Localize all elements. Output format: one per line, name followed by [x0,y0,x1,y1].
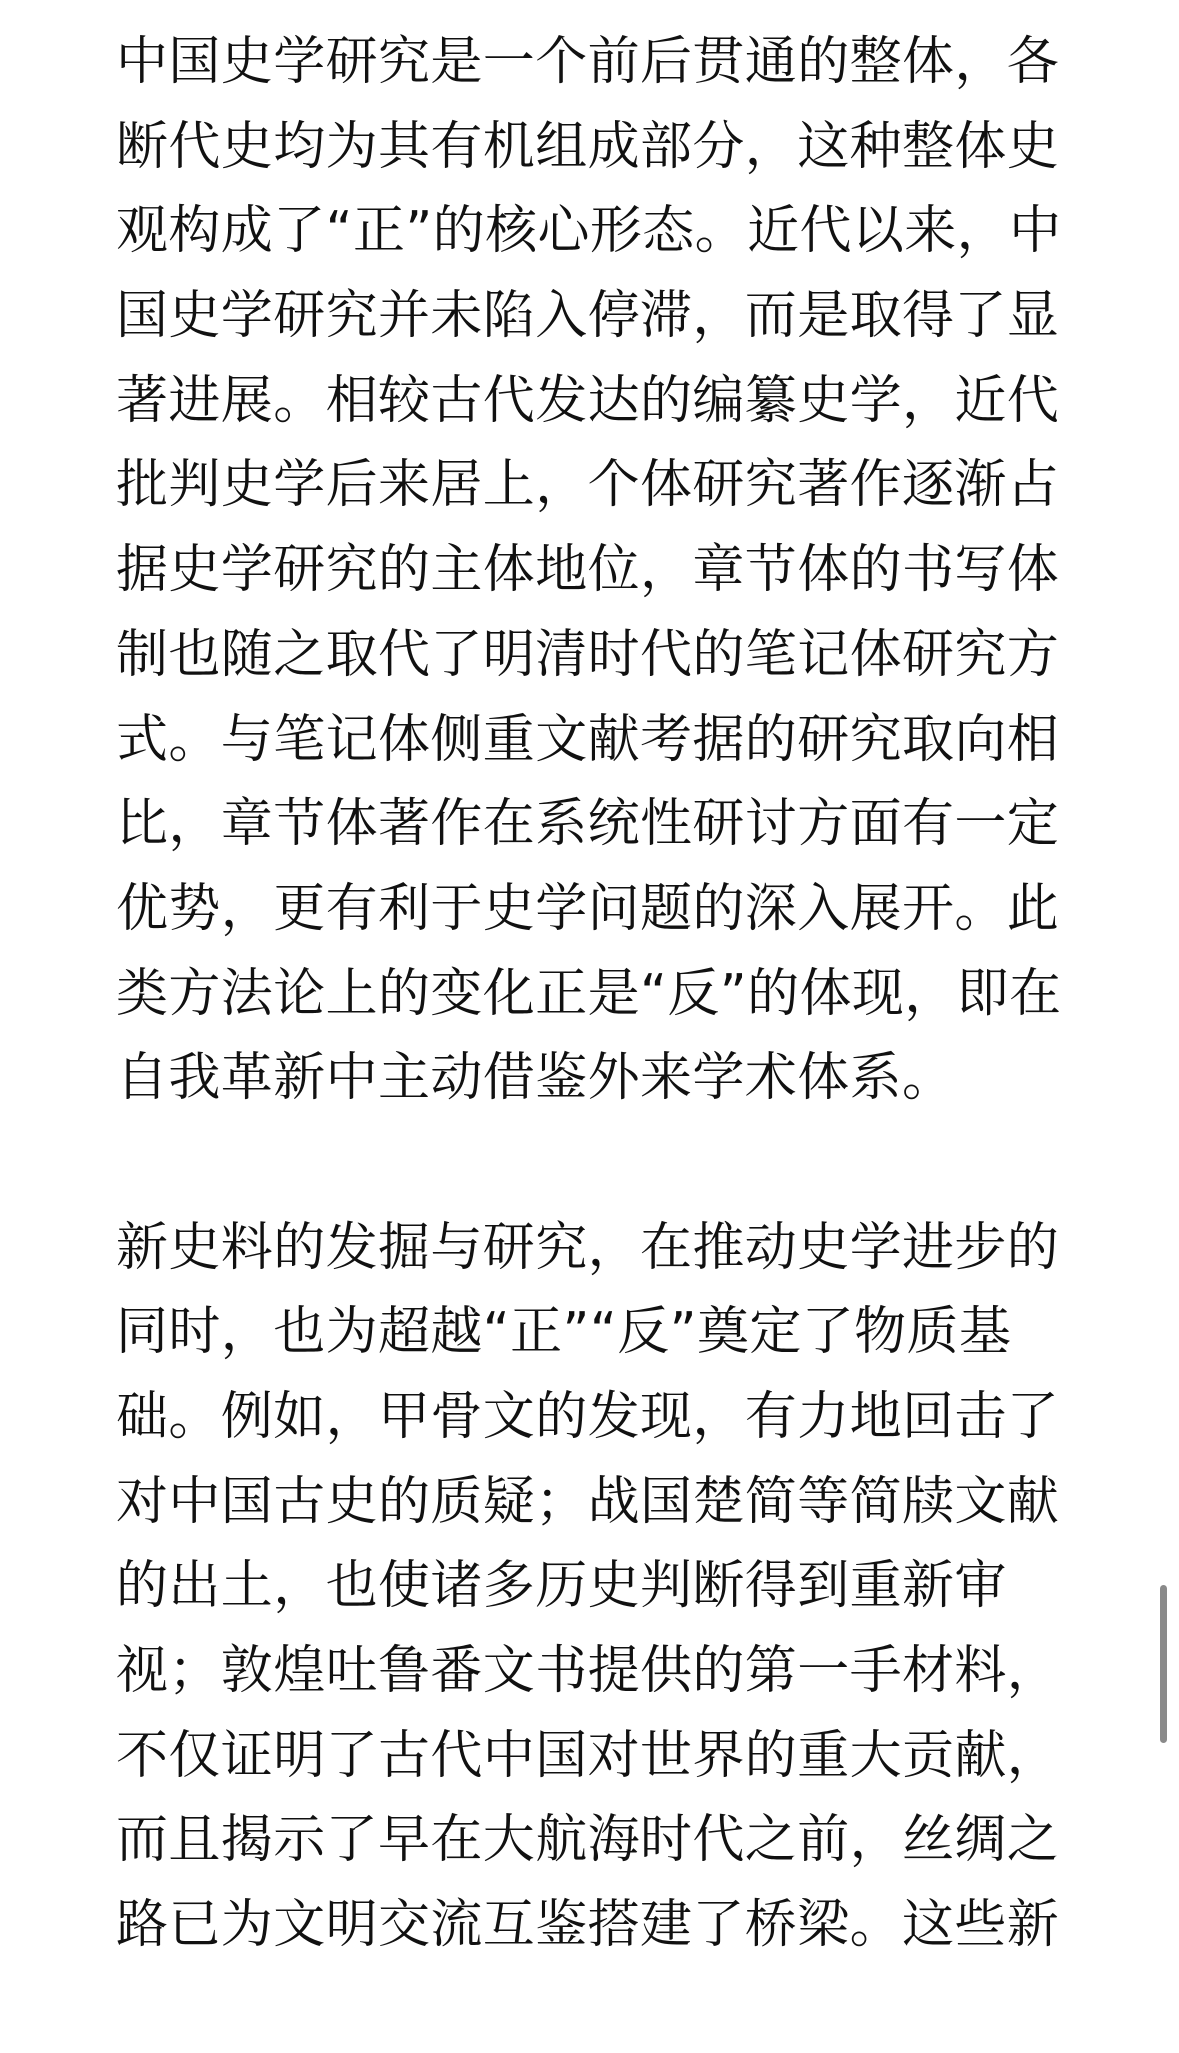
text-line: 类方法论上的变化正是“反”的体现，即在 [116,963,1062,1024]
text-line: 础。例如，甲骨文的发现，有力地回击了 [116,1387,1060,1447]
text-line: 同时，也为超越“正”“反”奠定了物质基 [116,1302,1012,1363]
text-line: 路已为文明交流互鉴搭建了桥梁。这些新 [116,1895,1060,1956]
paragraph-1 [116,20,1076,1121]
text-line: 自我革新中主动借鉴外来学术体系。 [116,1048,955,1109]
text-line: 对中国古史的质疑；战国楚简等简牍文献 [116,1471,1060,1532]
text-line: 不仅证明了古代中国对世界的重大贡献， [116,1725,1060,1786]
text-line: 观构成了“正”的核心形态。近代以来，中 [116,201,1062,262]
text-line: 优势，更有利于史学问题的深入展开。此 [116,878,1060,939]
text-line: 据史学研究的主体地位，章节体的书写体 [116,540,1060,601]
paragraph-2 [116,1206,1076,1968]
text-line: 的出土，也使诸多历史判断得到重新审 [116,1556,1007,1617]
text-line: 而且揭示了早在大航海时代之前，丝绸之 [116,1810,1060,1871]
article-body [116,20,1076,2053]
text-line: 批判史学后来居上，个体研究著作逐渐占 [116,455,1060,516]
text-line: 视；敦煌吐鲁番文书提供的第一手材料， [116,1641,1060,1702]
text-line: 著进展。相较古代发达的编纂史学，近代 [116,370,1060,431]
text-line: 新史料的发掘与研究，在推动史学进步的 [116,1217,1060,1278]
text-line: 中国史学研究是一个前后贯通的整体，各 [116,32,1060,92]
vertical-scrollbar[interactable] [1160,1585,1167,1743]
text-line: 制也随之取代了明清时代的笔记体研究方 [116,624,1060,685]
text-line: 式。与笔记体侧重文献考据的研究取向相 [116,709,1060,770]
text-line: 国史学研究并未陷入停滞，而是取得了显 [116,286,1060,347]
text-line: 比，章节体著作在系统性研讨方面有一定 [116,794,1060,855]
text-line: 断代史均为其有机组成部分，这种整体史 [116,116,1060,177]
